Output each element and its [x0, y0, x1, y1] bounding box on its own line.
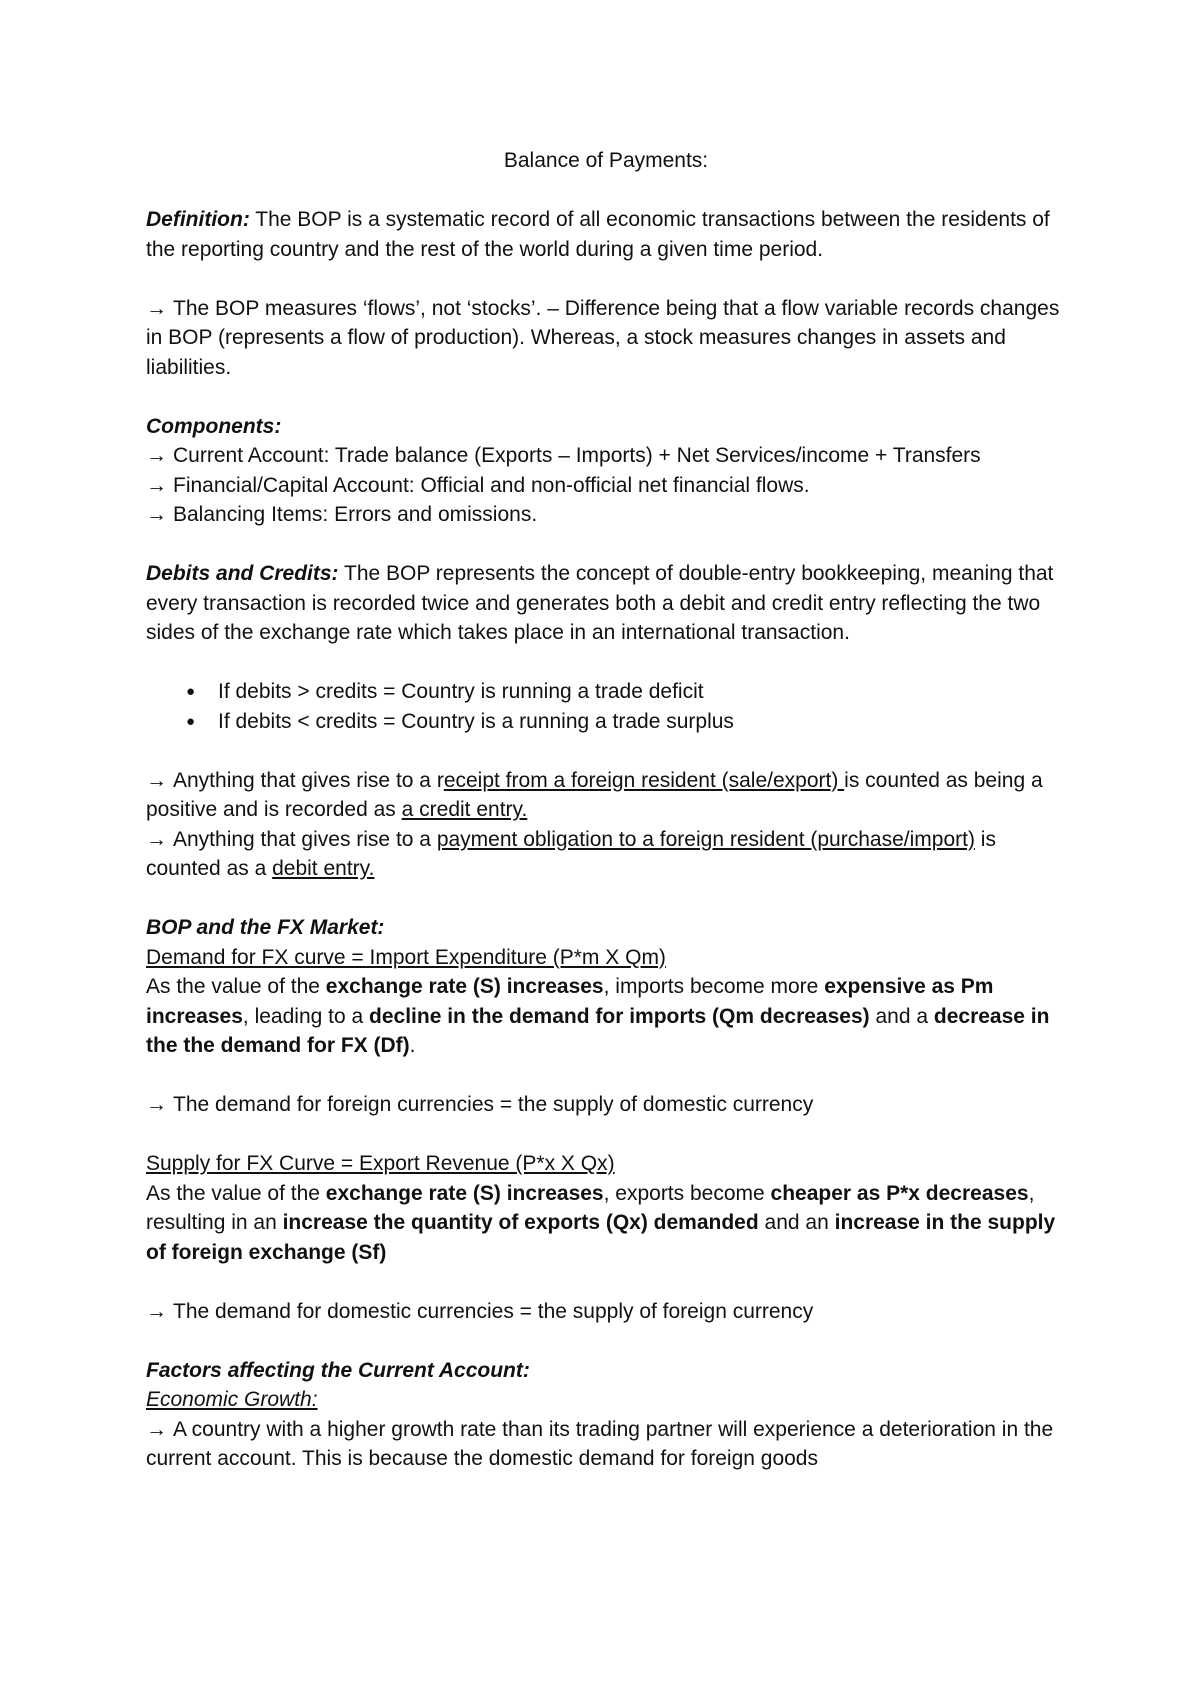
supply-fx-note-text: The demand for domestic currencies = the supply of foreign currency [173, 1299, 814, 1323]
definition-text: The BOP is a systematic record of all economic transactions between the residents of the reporting country and the rest of the world during a given time period. [146, 208, 1050, 261]
bold-run: increase in the supply of foreign exchange (Sf) [146, 1211, 1056, 1264]
economic-growth-body: A country with a higher growth rate than its trading partner will experience a deterioration in the current account. This is because the domestic demand for foreign goods [146, 1417, 1054, 1470]
supply-fx-heading: Supply for FX Curve = Export Revenue (P*x X Qx) [146, 1152, 615, 1175]
bullet-item: ● If debits < credits = Country is a running a trade surplus [186, 707, 1066, 737]
demand-fx-note [146, 1090, 1066, 1120]
demand-fx-heading: Demand for FX curve = Import Expenditure (P*m X Qm) [146, 945, 666, 969]
arrow-icon: → [146, 768, 167, 792]
debits-credits-text: The BOP represents the concept of double-entry bookkeeping, meaning that every transaction is recorded twice and generates both a debit and credit entry reflecting the two sides of the exchange rate which takes place in an international transaction. [146, 562, 1054, 644]
credit-underlined: eceipt from a foreign resident (sale/export) [443, 768, 845, 792]
credit-entry-underlined: a credit entry. [401, 798, 528, 821]
demand-fx-note-text: The demand for foreign currencies = the supply of domestic currency [173, 1093, 814, 1116]
debit-mid: is counted as a [146, 827, 996, 880]
arrow-icon: → [146, 827, 167, 851]
text-run: As the value of the [146, 1181, 326, 1205]
debit-entry-underlined: debit entry. [272, 857, 375, 880]
credit-pre: Anything that gives rise to a r [173, 768, 444, 792]
definition-label: Definition: [146, 208, 250, 231]
bullet-item: ● If debits > credits = Country is running a trade deficit [186, 677, 1066, 707]
credit-entry-line [146, 766, 1066, 825]
bold-run: exchange rate (S) increases [325, 975, 604, 998]
text-run: , resulting in an [146, 1181, 1035, 1234]
flows-note-text: The BOP measures ‘flows’, not ‘stocks’. – Difference being that a flow variable records changes in BOP (represents a flow of production). Whereas, a stock measures changes in assets and liabilities. [146, 296, 1060, 379]
arrow-icon: → [146, 473, 167, 497]
current-account-factors-label: Factors affecting the Current Account: [146, 1358, 530, 1382]
bold-run: increase the quantity of exports (Qx) demanded [282, 1211, 759, 1234]
debit-pre: Anything that gives rise to a [173, 827, 437, 851]
text-run: , exports become [603, 1181, 771, 1205]
arrow-icon: → [146, 1299, 167, 1323]
component-item-text: Current Account: Trade balance (Exports – Imports) + Net Services/income + Transfers [173, 444, 981, 467]
credit-mid: is counted as being a positive and is recorded as [146, 768, 1043, 821]
document-page [146, 146, 1066, 1474]
debits-credits-label: Debits and Credits: [146, 562, 339, 585]
economic-growth-heading: Economic Growth: [146, 1388, 318, 1411]
document-title: Balance of Payments: [503, 149, 709, 172]
text-run: . [409, 1034, 416, 1057]
supply-fx-text [146, 1179, 1066, 1268]
component-item-text: Balancing Items: Errors and omissions. [173, 503, 538, 526]
debits-credits-paragraph [146, 559, 1066, 648]
arrow-icon: → [146, 503, 167, 526]
arrow-icon: → [146, 444, 167, 467]
text-run: and an [758, 1211, 835, 1234]
arrow-icon: → [146, 1093, 167, 1116]
text-run: As the value of the [146, 975, 326, 998]
definition-paragraph [146, 205, 1066, 264]
bold-run: decline in the demand for imports (Qm decreases) [369, 1004, 870, 1028]
text-run: , imports become more [603, 975, 825, 998]
text-run: and a [869, 1004, 934, 1028]
supply-fx-note [146, 1297, 1066, 1327]
text-run: , leading to a [242, 1004, 370, 1028]
fx-market-label: BOP and the FX Market: [146, 916, 385, 939]
economic-growth-text [146, 1415, 1066, 1474]
bold-run: exchange rate (S) increases [325, 1181, 604, 1205]
arrow-icon: → [146, 1417, 167, 1441]
arrow-icon: → [146, 296, 167, 320]
component-item [146, 441, 1066, 471]
debit-entry-line [146, 825, 1066, 884]
component-item-text: Financial/Capital Account: Official and non-official net financial flows. [173, 473, 810, 497]
components-label: Components: [146, 414, 282, 438]
demand-fx-text [146, 972, 1066, 1061]
trade-balance-bullets [146, 677, 1066, 736]
component-item [146, 500, 1066, 530]
flows-note [146, 294, 1066, 383]
bold-run: expensive as Pm increases [146, 975, 994, 1028]
bold-run: cheaper as P*x decreases [770, 1181, 1029, 1205]
bold-run: decrease in the the demand for FX (Df) [146, 1004, 1050, 1057]
component-item [146, 471, 1066, 501]
debit-underlined: payment obligation to a foreign resident (purchase/import) [436, 827, 975, 851]
